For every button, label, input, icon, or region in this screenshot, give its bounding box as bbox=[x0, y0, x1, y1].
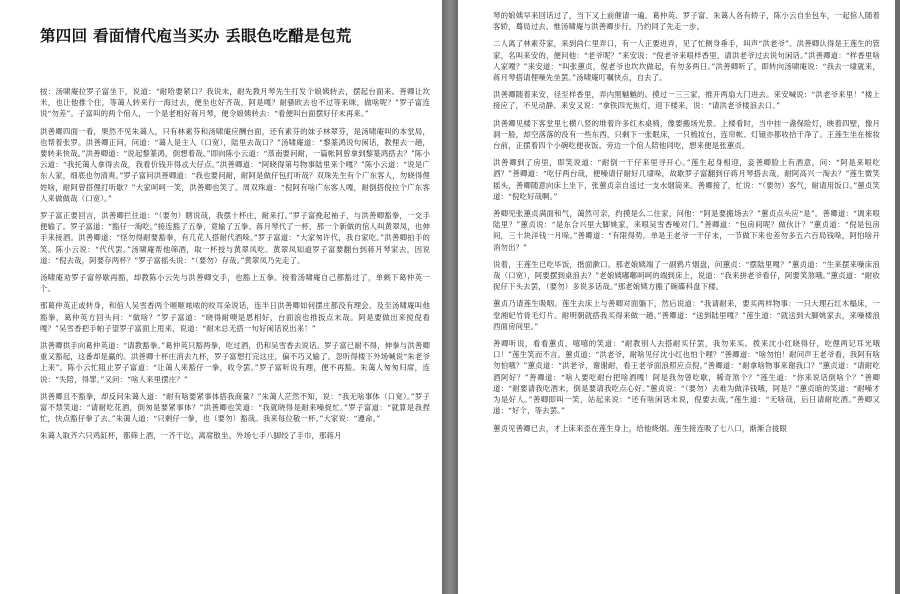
scrollbar[interactable] bbox=[895, 0, 900, 594]
paragraph: 蕙贞乃请莲生吸咽。莲生去床上与善卿对面躺下，然后说道：“我请耐来，要买两样物事：一只大理石红木榻床，一堂湘妃竹骨毛灯片。耐明朝就搭我买得来做一趟。”善卿道：“送到陆里嘎？”莲生道：“就送到大脚姚家去，来噪楼浪西面房间里。” bbox=[493, 299, 880, 331]
paragraph: 洪善卿且不豁拳，却反问朱蔼人道：“耐有啥要紧事体搭我商量？”朱蔼人茫然不知，说：“我无啥事体（口宽）。”罗子富不禁笑道：“请耐吃花酒，倒匆是要紧事体？”洪善卿也笑道：“我就晓得是耐来噪捉忙。”罗子富道：“就算是我捏忙，快点豁仔拳了去。”朱蔼人道：“只剩仔一拳，也（要勿）豁哉。我来每位敬一杯。”大家说：“遵命。” bbox=[40, 391, 430, 424]
paragraph: 洪善卿四面一看，果然不见朱蔼人，只有林素芬和汤啸庵应酬台面，还有素芬的妹子林翠芬，是汤啸庵叫的本堂局，也帮着张罗。洪善卿正问，问道：“蔼人是主人（口宽），陆里去哉口？”汤啸庵道：“黎篆鸿说句闲话，教俚去一趟，要转来快哉。”洪善卿道：“说起黎篆鸿，倒想着哉。”即向陈小云道：“蒸南要问耐，一篇帐阿曾拿到黎篆鸿搭去？”陈小云道：“我托蔼人拿得去哉，我看价钱开得忒大仔点。”洪善卿道：“阿晓得第号物事陆里来个嘎？”陈小云道：“说是广东人家，细底也勿清爽。”罗子富问洪善卿道：“我也要问耐，耐阿是做仔包打听哉？双珠先生有个广东客人，勿晓得俚姓啥，耐阿曾搭俚打听歇？”大家呵呵一笑，洪善卿也笑了。周双珠道：“倪阿有啥广东客人嘎，耐倒搭倪拉个广东客人来做做哉（口宽）。” bbox=[40, 126, 430, 203]
paragraph: 善卿听说，看看蕙贞，嘻嘻的笑道：“耐教别人去搭耐买仔罢，我勿来买。拨来沈小红晓得仔，吃俚两记耳光哦口！”莲生笑而不言。蕙贞道：“洪老爷，耐啥见仔沈小红也怕个哩？”善卿道：“啥勿怕！耐问声王老爷看，我阿有啥勿怕哦？”蕙贞道：“洪老爷，谢谢耐，看王老爷面浪照应点倪。”善卿道：“耐拿啥物事来谢我口？”蕙贞道：“请耐吃酒阿好？”善卿道：“啥人要吃耐台把啥酒嘎！阿是我勿曾吃歇，稀奇煞个？”莲生道：“你来说话倒啥个？”善卿道：“耐要请我吃酒末，倒是要请我吃点心好。”蕙贞说：“（要勿）去难为做洋钱哦，阿是？”蕙贞暗的笑道：“耐噪才为是好人。”善卿即叫一笑，站起来说：“还有啥闲话末说，倪要去哉。”莲生道：“无啥哉，后日请耐吃酒。”善卿又道：“好个，等去罢。” bbox=[493, 339, 880, 416]
right-page bbox=[458, 0, 900, 594]
paragraph: 按：汤啸庵拉罗子富坐下，说道：“耐哈要紧口？我说末，耐先教月琴先生打发个娘姨转去，摆起台面来。善卿让坎米，也让他推个住，等蔼人转来行一海过去，便坐也好齐哉，阿是嘎？耐骚欧去也不过等来咪，做啥呢？”罗子富连说“勿差”。子富叫的两个倌人，一个是老相好蒋月琴，便令娘姨转去：“看便叫台面摆好仔末再来。” bbox=[40, 87, 430, 119]
paragraph: 琴的娘姨早来回话过了，当下又上前催请一遍。葛仲英、罗子富、朱蔼人各有轿子，陈小云自坐包车，一起倌人随着客轿，蓦局过去。惟汤啸庵与洪善卿步行，乃约同了先走一步。 bbox=[493, 11, 880, 32]
paragraph: 汤啸庵劝罗子富停歇再豁，却教陈小云先与洪善卿交手，也豁上五拳。接着汤啸庵自己都豁过了，单剩下葛仲英一个。 bbox=[40, 273, 430, 294]
paragraph: 洪善卿见楼下客堂里七横八竖的堆着许多红木桌椅，像要搬场光景。上楼看时，当中挂一盏保险灯，映着四壁，像月洞一般，却空落落的没有一些东西，只剩下一张眠床，一只梳妆台，连帘帐、灯镜亦都收拾干净了。王莲生坐在梳妆台前，正摆着四个小碗吃便夜饭。旁边一个倌人陪他同吃，想来便是张蕙贞。 bbox=[493, 118, 880, 151]
paragraph: 罗子富正要回言，洪善卿拦住道：“（要勿）瞎说哉，我摆十杯庄，耐来打。”罗子富挽起袖子，与洪善卿豁拳，一交手便输了。罗子富道：“豁仔一淘吃。”接连豁了五拳，竟输了五拳。蒋月琴代了一杯，那一个新做的倌人叫黄翠凤，也伸手来接酒。洪善卿道：“怪勿得耐要豁拳，有几花人搭耐代酒哚。”罗子富道：“大家匆许代，我自家吃。”洪善卿拍手的笑。陈小云说：“代代罢。”汤啸庵帮他筛酒，取一杯授与黄翠凤吃。黄翠凤知道罗子富要翻台到蒋月琴家去，因说道：“倪去哉，阿要存两杯？”罗子富摇头说：“（要勿）存哉。”黄翠凤乃先走了。 bbox=[40, 211, 430, 265]
paragraph: 洪善卿到了房里，即笑说道：“耐倒一干仔来里寻开心。”莲生起身相迎，妾善卿脸上有酒意，问：“阿是来哏吃酒？”善卿道：“吃仔两台哉，便噪请仔耐好几埭哚，故歇罗子富翻到仔蒋月琴搭去哉，耐阿高兴一淘去？”莲生微笑摇头，善卿随意向床上坐下，张蕙贞亲自送过一支水烟筒来。善卿接了，忙说：“（要勿）客气，耐请用饭口。”蕙贞笑道：“倪吃好哉啊。” bbox=[493, 158, 880, 201]
paragraph: 二人离了林素芬家，来到尚仁里弄口，有一人正要进弄，见了忙侧身垂手，叫声“洪老爷”。洪善卿认得是王莲生的管家，名叫来安的，便问他：“老爷呢？”来安说：“倪老爷来哏样香里，请洪老爷过去说句闲话。”洪善卿道：“样香里啥人家嘎？”来安道：“叫张蕙贞，倪老爷也坎坎做起，有勿多两日。”洪善卿听了，即转向汤啸庵说：“我去一埭就来，蒋月琴搭请俚噪先坐罢。”汤啸庵叮嘱快点，自去了。 bbox=[493, 39, 880, 83]
paragraph: 蕙贞见善卿已去，才上床来歪在莲生身上，给他烧烟。莲生接连吸了七八口，渐渐合拢眼 bbox=[493, 423, 788, 433]
paragraph: 说着，王莲生已吃毕饭，揩面漱口。那老娘姨端了一副鸦片烟盘，问蕙贞：“摆陆里嘎？”蕙贞道：“生来摆来噪床浪哉（口宽），阿要摆到桌浪去？”老娘姨嘟嘟呵呵的端到床上，说道：“我来拼老爷看仔，阿要笑煞哦。”蕙贞道：“耐收捉仔下头去罢，（要勿）多说多话哉。”那老娘姨方搬了碗碟科盘下楼。 bbox=[493, 259, 880, 292]
page-gutter bbox=[442, 0, 458, 594]
paragraph: 洪善卿随着来安，径至样香里，弄内黑魆魆的。摸过一三三家，推开两扇大门进去。来安喊说：“洪老爷来里！”楼上接应了，不见动静。来安又说：“拿铁四光焦灯，迎下楼来，说：“请洪老爷楼浪去口。” bbox=[493, 90, 880, 111]
left-page bbox=[0, 0, 442, 594]
paragraph: 洪善卿拱手向葛仲英道：“请教豁拳。”葛仲英只豁两拳，吃过酒，仍和吴雪香去说话。罗子富已耐不得，伸拳与洪善卿重又豁起，这番却是赢的。洪善卿十杯庄消去九杯，罗子富想打完这庄，偏不巧又输了。忽听得楼下外场喊说“朱老爷上来”。陈小云忙阻止罗子富道：“让蔼人来豁仔一拳，收令罢。”罗子富听说有理，便不再豁。朱蔼人匆匆归席，连说：“失陪，得罪。”又问：“啥人来里摆庄？” bbox=[40, 341, 430, 384]
chapter-title: 第四回 看面情代庖当买办 丢眼色吃醋是包荒 bbox=[40, 26, 352, 45]
paragraph: 那葛仲英正或转身，和倌人吴雪香两个咂咂哝哝的咬耳朵说话，连半日洪善卿如何摆庄都没有理会。及至汤啸庵叫他豁拳，葛仲英方回头问：“做啥？”罗子富道：“晓得耐噢是恩相好，台面浪也推扳点末哉。阿是要做出来搅倪看嘎？”吴雪香把手帕子望罗子富面上甩来，说道：“耐末总无搭一句好闲话说出来！” bbox=[40, 301, 430, 333]
paragraph: 善卿见张蕙贞满面和气，蔼然可亲，约摸是么二住家，问他：“阿是要搬场去？”蕙贞点头应“是”。善卿道：“调来哏陆里？”蕙贞说：“是东合兴里大脚姚家，来哏吴雪香噪对门。”善卿道：“包房间呢？做伙计？”蕙贞道：“倪是包房间，三十块洋钱一月哚。”善卿道：“有限得势。单是王老爷一干仔末，一节做下来也差勿多五六百局钱哚，阿怕啥开消勿出？” bbox=[493, 209, 880, 252]
paragraph: 朱蔼人取齐六只鸡缸杯，都筛上酒，一齐干讫，离席散坐。外场七手八脚绞了手巾，那蒋月 bbox=[40, 431, 342, 441]
